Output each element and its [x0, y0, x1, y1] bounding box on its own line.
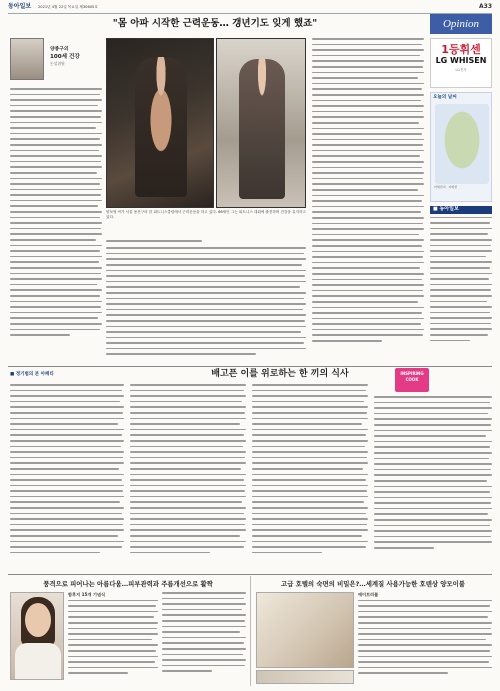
author-name: 양종구의: [50, 47, 69, 52]
ad-product-photo: [256, 670, 354, 684]
ad-headline: 1등휘센: [441, 43, 481, 56]
opinion-section-mark: Opinion: [430, 14, 492, 34]
section-divider: [8, 366, 492, 367]
section2-column-tag: ■ 정기범의 본 아페티: [10, 372, 54, 377]
portrait-photo: [216, 38, 306, 208]
column-title: 100세 건강: [50, 54, 80, 60]
ad-bedding-photo: [256, 592, 354, 668]
page-number: A33: [479, 3, 492, 10]
ad-section-divider: [8, 574, 492, 575]
section2-headline: 배고픈 이를 위로하는 한 끼의 식사: [211, 369, 349, 379]
center-article-text: [106, 240, 306, 366]
main-headline: "몸 아파 시작한 근력운동… 갱년기도 잊게 했죠": [112, 18, 318, 29]
ad-left-text2: [162, 592, 246, 682]
whisen-advertisement[interactable]: [430, 38, 492, 88]
model-body: [15, 643, 61, 680]
promo-text: [430, 217, 492, 342]
ad-left-headline: 풍격으로 피어나는 아름다움…피부관력과 주름개선으로 활짝: [43, 580, 213, 588]
person-figure: [239, 59, 285, 199]
ad-left-text1: [68, 592, 158, 682]
author-role: 논설위원: [50, 61, 65, 66]
model-face: [25, 603, 51, 637]
section2-text-col4: [374, 396, 492, 580]
section2-text-col1: [10, 384, 124, 568]
right-article-text: [312, 38, 424, 366]
ad-column-divider: [250, 576, 251, 686]
ad-company: LG전자: [455, 68, 467, 72]
weather-legend: 미세먼지 · 자외선: [434, 184, 458, 189]
newspaper-logo: 동아일보: [8, 3, 32, 10]
bodybuilder-photo: [106, 38, 214, 208]
weather-box: [430, 92, 492, 202]
ad-brand: LG WHISEN: [435, 56, 487, 65]
section2-text-col3: [252, 384, 368, 568]
left-article-column: [10, 38, 102, 366]
ad-right-text: [358, 592, 492, 682]
promo-box: [430, 206, 492, 366]
bodybuilder-figure: [135, 57, 187, 197]
author-portrait: [10, 38, 44, 80]
article-text: [10, 88, 102, 336]
promo-title: ■ 동아일보: [430, 206, 492, 214]
masthead: [8, 4, 492, 14]
photo-caption: 양보영 씨가 서울 용산구의 한 피트니스클럽에서 근력운동을 하고 있다. 66세인 그는 피트니스 대회에 출전하며 건강을 유지하고 있다.: [106, 210, 306, 219]
weather-title: 오늘의 날씨: [433, 95, 457, 100]
ad-model-photo: [10, 592, 64, 680]
ad-right-label: 에이트러블: [358, 592, 379, 597]
weather-map: [435, 104, 489, 184]
section2-badge: INSPIRING COOK: [395, 368, 429, 392]
ad-right-headline: 고급 호텔의 숙면의 비밀은?…세계질 사용가능한 호텐상 양모이불: [281, 580, 465, 588]
issue-date: 2021년 4월 22일 목요일 제30605호: [38, 5, 98, 9]
byline: [50, 46, 105, 67]
section2-text-col2: [130, 384, 246, 568]
ad-left-label: 함후지 15개 기념식: [68, 592, 106, 597]
